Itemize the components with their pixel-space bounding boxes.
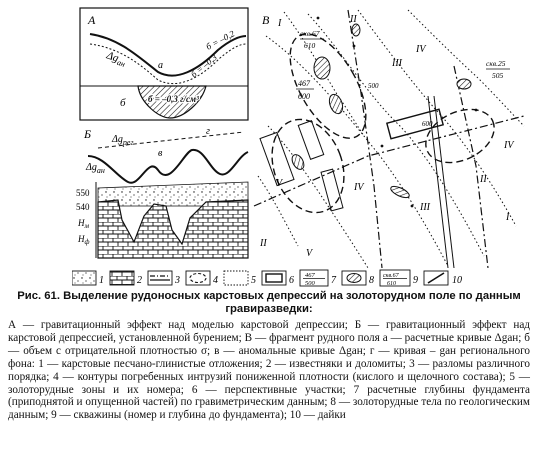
legend-number: 5: [251, 275, 256, 286]
panel-b-letter: Б: [84, 127, 92, 141]
zone-label: V: [306, 248, 313, 259]
well-label-bottom: 610: [304, 41, 316, 50]
panel-v: [254, 10, 524, 268]
legend-well-top: скв.67: [383, 273, 399, 279]
panel-b-curve-reg-label: $\Delta g_{рег}$: [112, 134, 134, 147]
legend-number: 3: [175, 275, 180, 286]
legend-number: 4: [213, 275, 218, 286]
panel-a-contour-label-1: б = –0,2: [204, 28, 237, 52]
panel-b-depth-hm: $Н_м$: [78, 218, 89, 230]
panel-b-depth-hf: $Н_ф$: [78, 234, 90, 246]
zone-label: IV: [504, 140, 514, 151]
panel-b-depth-550: 550: [76, 188, 90, 198]
legend-depth-top: 467: [305, 272, 315, 279]
dike-2: [434, 96, 454, 268]
zone-label: II: [480, 174, 487, 185]
ore-zone-band-1: [266, 36, 448, 266]
ore-zone-band-5: [268, 126, 368, 268]
legend-ore-body: [347, 274, 361, 283]
well-label-top: скв.67: [300, 29, 320, 38]
caption-title: Рис. 61. Выделение рудоносных карстовых депрессий на золоторудном поле по данным гравиразведки:: [17, 290, 521, 315]
panel-b: [76, 126, 248, 258]
legend-swatch-faults: [148, 271, 172, 285]
caption-text: А — гравитационный эффект над моделью карстовой депрессии; Б — гравитационный эффект над карстовой депрессией, установленной бурением; В — фрагмент рудного поля а — расчетные кривые Δgан; б — объем с отрицательной плотностью σ; в — аномальные кривые Δgан; г — кривая – gан регионального фона: 1 — карстовые песчано-глинистые отложения; 2 — известняки и доломиты; 3 — разломы различного порядка; 4 — контуры погребенных интрузий пониженной плотности (кислого и щелочного состава); 5 — золоторудные зоны и их номера; 6 — перспективные участки; 7 расчетные глубины фундамента (приподнятой и опущенной частей) по гравиметрическим данным; 8 — золоторудные тела по геологическим данным; 9 — скважины (номер и глубина до фундамента); 10 — дайки: [8, 319, 530, 422]
panel-a-body-letter: б: [120, 97, 126, 109]
legend-swatch-ore-zones: [224, 271, 248, 285]
zone-label: II: [260, 238, 267, 249]
zone-label: I: [278, 18, 282, 29]
legend-number: 6: [289, 275, 294, 286]
ore-body-6: [352, 24, 360, 36]
ore-dot: [411, 205, 414, 208]
legend: [72, 268, 532, 288]
well-67: [300, 29, 324, 50]
panel-b-curve-g: г: [206, 126, 210, 137]
legend-number: 2: [137, 275, 142, 286]
ore-dot: [317, 17, 320, 20]
zone-label: IV: [354, 182, 364, 193]
ore-dot: [353, 45, 356, 48]
figure-caption: [8, 290, 530, 422]
zone-label: III: [420, 202, 430, 213]
ore-body-3: [290, 153, 307, 172]
panel-b-curve-an-label: $\Delta g_{ан}$: [86, 162, 105, 175]
panel-a-curve-letter: а: [158, 60, 163, 71]
figure-61: [8, 6, 527, 268]
well-label-top: скв.25: [486, 59, 506, 68]
legend-well-bottom: 610: [387, 281, 396, 287]
legend-swatch-limestone: [110, 271, 134, 285]
well-label-bottom: 600: [298, 92, 310, 101]
legend-number: 10: [452, 275, 462, 286]
depth-mark: 500: [368, 82, 379, 90]
caption-body: [8, 319, 530, 422]
panel-a-body-label: б = –0,3 г/см³: [148, 94, 199, 104]
zone-label: V: [276, 178, 283, 189]
ore-dot: [475, 109, 478, 112]
zone-label: I: [506, 212, 510, 223]
panel-b-limestone: [98, 200, 248, 258]
ore-body-4: [389, 184, 411, 200]
panel-b-depth-540: 540: [76, 202, 90, 212]
legend-depth-bottom: 500: [305, 280, 315, 287]
panel-a: [80, 8, 248, 120]
well-label-top: 467: [298, 79, 310, 88]
fault-line-3: [454, 66, 488, 268]
zone-label: II: [350, 14, 357, 25]
legend-number: 8: [369, 275, 374, 286]
well-25: [486, 59, 510, 80]
ore-dot: [381, 145, 384, 148]
legend-swatch-sand: [72, 271, 96, 285]
ore-zone-band-4: [408, 10, 524, 126]
panel-v-letter: В: [262, 13, 270, 27]
ore-body-5: [457, 79, 471, 89]
panel-b-anomaly-curve: [88, 150, 248, 183]
depth-mark: 600: [422, 120, 433, 128]
zone-label: III: [392, 58, 402, 69]
intrusion-contour-1: [275, 22, 381, 150]
ore-body-2: [327, 93, 345, 116]
well-label-bottom: 505: [492, 71, 504, 80]
fault-line-2: [348, 10, 382, 268]
panel-a-curve-label: $\Delta g_{ан}$: [105, 49, 127, 69]
panel-a-contour-label-2: б = –0,3: [188, 52, 219, 80]
ore-zone-band-2: [308, 14, 484, 256]
ore-body-1: [314, 57, 330, 79]
zone-label: IV: [416, 44, 426, 55]
panel-b-curve-v: в: [158, 148, 163, 159]
legend-number: 9: [413, 275, 418, 286]
legend-number: 7: [331, 275, 336, 286]
intrusion-contour-2: [260, 109, 357, 222]
legend-number: 1: [99, 275, 104, 286]
well-467: [296, 79, 314, 101]
panel-a-letter: А: [88, 13, 96, 27]
